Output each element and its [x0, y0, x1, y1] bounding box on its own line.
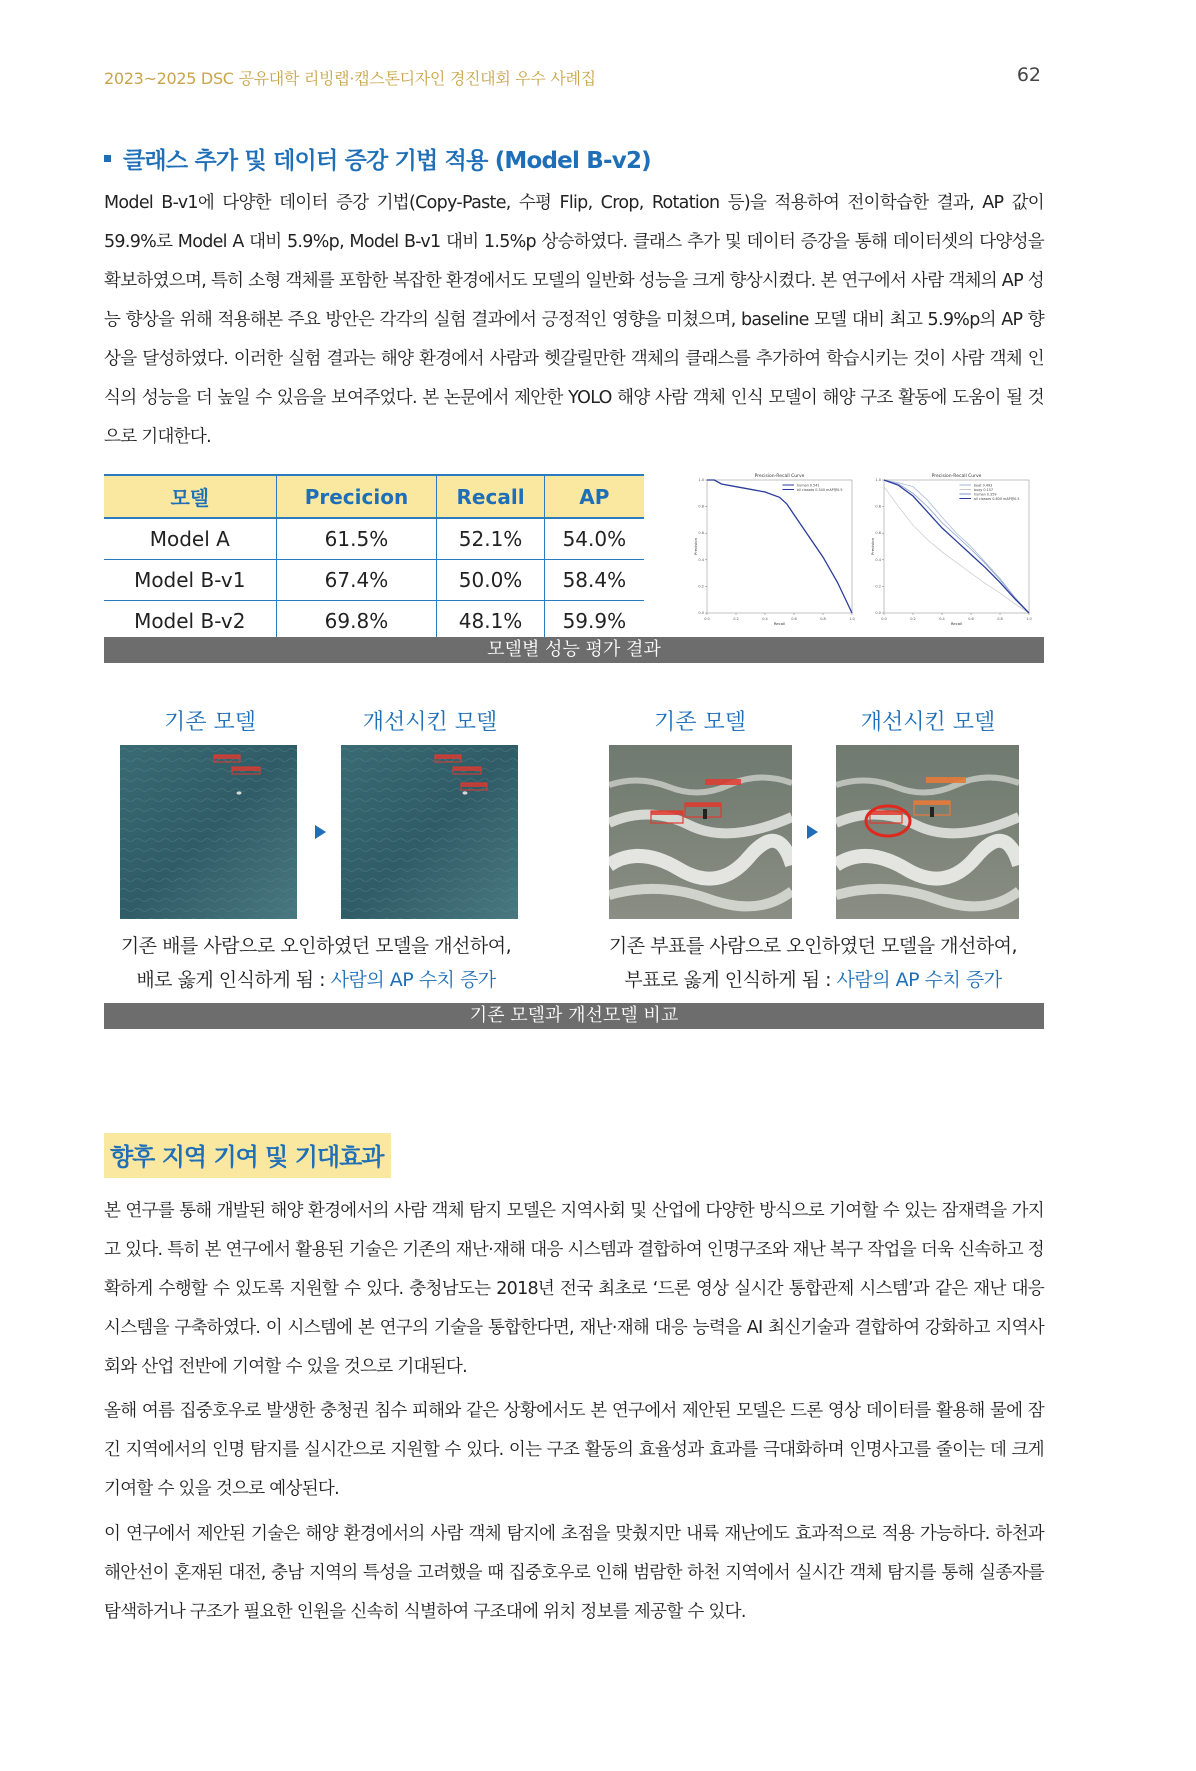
plot-area [707, 480, 852, 613]
left-before-title: 기존 모델 [163, 710, 256, 735]
table-row [104, 560, 644, 601]
aerial-sea-before-image [120, 745, 297, 919]
pr-curve-chart-1 [693, 470, 858, 631]
right-desc-line1: 기존 부표를 사람으로 오인하였던 모델을 개선하여, [608, 935, 1018, 957]
y-axis-label: Precision [870, 538, 875, 555]
left-desc-highlight: 사람의 AP 수치 증가 [330, 969, 496, 991]
comparison-caption: 기존 모델과 개선모델 비교 [104, 1003, 1044, 1029]
table-cell: Model A [104, 518, 276, 560]
table-cell: 58.4% [544, 560, 644, 601]
table-cell: 59.9% [544, 601, 644, 642]
x-tick-label: 0.2 [733, 617, 739, 621]
legend-label: buoy 0.157 [973, 487, 994, 492]
left-desc-line2-text: 배로 옳게 인식하게 됨 : [136, 969, 331, 991]
table-row [104, 518, 644, 560]
right-before-title: 기존 모델 [653, 710, 746, 735]
right-desc-highlight: 사람의 AP 수치 증가 [836, 969, 1002, 991]
pr-curve-svg-2 [870, 470, 1035, 627]
y-tick-label: 0.6 [698, 531, 704, 536]
table-cell: Model B-v2 [104, 601, 276, 642]
waves-before-image [609, 745, 792, 919]
waves-before-svg [609, 745, 792, 919]
aerial-sea-after-svg [341, 745, 518, 919]
table-header-cell: Recall [437, 475, 544, 518]
section2-title: 향후 지역 기여 및 기대효과 [104, 1133, 391, 1178]
y-axis-label: Precision [693, 538, 698, 555]
waves-after-image [836, 745, 1019, 919]
legend-label: all classes 0.600 mAP@0.5 [973, 496, 1020, 501]
arrow-right-icon [315, 825, 326, 839]
aerial-sea-before-svg [120, 745, 297, 919]
table-caption: 모델별 성능 평가 결과 [104, 637, 1044, 663]
section-title-text: 클래스 추가 및 데이터 증강 기법 적용 (Model B-v2) [123, 148, 651, 174]
section2-paragraph-3: 이 연구에서 제안된 기술은 해양 환경에서의 사람 객체 탐지에 초점을 맞췄지만 내륙 재난에도 효과적으로 적용 가능하다. 하천과 해안선이 혼재된 대전, 충남 지역의 특성을 고려했을 때 집중호우로 인해 범람한 하천 지역에서 실시간 객체 탐지를 통해 실종자를 탐색하거나 구조가 필요한 인원을 신속히 식별하여 구조대에 위치 정보를 제공할 수 있다. [104, 1524, 1044, 1622]
square-bullet-icon [104, 155, 111, 162]
table-row [104, 601, 644, 642]
waves-after-svg [836, 745, 1019, 919]
x-tick-label: 1.0 [849, 617, 855, 621]
y-tick-label: 0.0 [698, 611, 704, 615]
section-paragraph: Model B-v1에 다양한 데이터 증강 기법(Copy-Paste, 수평 Flip, Crop, Rotation 등)을 적용하여 전이학습한 결과, AP 값이 59.9%로 Model A 대비 5.9%p, Model B-v1 대비 1.5%p 상승하였다. 클래스 추가 및 데이터 증강을 통해 데이터셋의 다양성을 확보하였으며, 특히 소형 객체를 포함한 복잡한 환경에서도 모델의 일반화 성능을 크게 향상시켰다. 본 연구에서 사람 객체의 AP 성능 향상을 위해 적용해본 주요 방안은 각각의 실험 결과에서 긍정적인 영향을 미쳤으며, baseline 모델 대비 최고 5.9%p의 AP 향상을 달성하였다. 이러한 실험 결과는 해양 환경에서 사람과 헷갈릴만한 객체의 클래스를 추가하여 학습시키는 것이 사람 객체 인식의 성능을 더 높일 수 있음을 보여주었다. 본 논문에서 제안한 YOLO 해양 사람 객체 인식 모델이 해양 구조 활동에 도움이 될 것으로 기대한다. [104, 193, 1044, 447]
table-header-row [104, 475, 644, 518]
table-cell: 61.5% [276, 518, 437, 560]
table-header-cell: AP [544, 475, 644, 518]
left-desc-line1: 기존 배를 사람으로 오인하였던 모델을 개선하여, [120, 935, 512, 957]
x-axis-label: Recall [773, 621, 786, 626]
y-tick-label: 0.4 [875, 557, 881, 562]
table-cell: 52.1% [437, 518, 544, 560]
x-tick-label: 0.4 [762, 617, 768, 621]
y-tick-label: 0.2 [875, 584, 881, 589]
right-desc-line2 [563, 963, 1063, 997]
section-title [104, 142, 651, 175]
legend-label: human 0.359 [973, 492, 997, 497]
section2-paragraph-1: 본 연구를 통해 개발된 해양 환경에서의 사람 객체 탐지 모델은 지역사회 및 산업에 다양한 방식으로 기여할 수 있는 잠재력을 가지고 있다. 특히 본 연구에서 활용된 기술은 기존의 재난·재해 대응 시스템과 결합하여 인명구조와 재난 복구 작업을 더욱 신속하고 정확하게 수행할 수 있도록 지원할 수 있다. 충청남도는 2018년 전국 최초로 ‘드론 영상 실시간 통합관제 시스템’과 같은 재난 대응 시스템을 구축하였다. 이 시스템에 본 연구의 기술을 통합한다면, 재난·재해 대응 능력을 AI 최신기술과 결합하여 강화하고 지역사회와 산업 전반에 기여할 수 있을 것으로 기대된다. [104, 1201, 1044, 1377]
y-tick-label: 0.4 [698, 557, 704, 562]
x-tick-label: 0.0 [704, 617, 710, 621]
left-desc-line2 [66, 963, 566, 997]
chart-title: Precision-Recall Curve [931, 474, 982, 479]
right-after-title: 개선시킨 모델 [860, 710, 996, 735]
y-tick-label: 0.6 [875, 531, 881, 536]
right-desc-line2-text: 부표로 옳게 인식하게 됨 : [624, 969, 837, 991]
x-tick-label: 0.0 [881, 617, 887, 621]
y-tick-label: 0.8 [875, 504, 881, 509]
table-cell: 67.4% [276, 560, 437, 601]
pr-curve-svg-1 [693, 470, 858, 627]
y-tick-label: 0.0 [875, 611, 881, 615]
arrow-right-icon [807, 825, 818, 839]
aerial-sea-after-image [341, 745, 518, 919]
x-tick-label: 0.2 [910, 617, 916, 621]
running-header: 2023~2025 DSC 공유대학 리빙랩·캡스톤디자인 경진대회 우수 사례집 [104, 69, 596, 88]
table-cell: 50.0% [437, 560, 544, 601]
x-tick-label: 0.8 [997, 617, 1003, 621]
x-tick-label: 0.8 [820, 617, 826, 621]
legend-label: boat 0.493 [973, 483, 993, 488]
y-tick-label: 1.0 [698, 478, 704, 482]
left-after-title: 개선시킨 모델 [362, 710, 498, 735]
chart-title: Precision-Recall Curve [754, 474, 805, 479]
table-header-cell: 모델 [104, 475, 276, 518]
performance-table [104, 474, 644, 642]
page-number: 62 [1016, 64, 1041, 86]
y-tick-label: 1.0 [875, 478, 881, 482]
table-cell: 48.1% [437, 601, 544, 642]
x-tick-label: 0.6 [968, 617, 974, 621]
table-cell: 54.0% [544, 518, 644, 560]
y-tick-label: 0.8 [698, 504, 704, 509]
legend-label: all classes 0.540 mAP@0.5 [796, 487, 843, 492]
x-axis-label: Recall [950, 621, 963, 626]
x-tick-label: 0.4 [939, 617, 945, 621]
pr-curve-chart-2 [870, 470, 1035, 631]
table-cell: 69.8% [276, 601, 437, 642]
table-header-cell: Precicion [276, 475, 437, 518]
legend-label: human 0.541 [796, 483, 820, 488]
section2-paragraph-2: 올해 여름 집중호우로 발생한 충청권 침수 피해와 같은 상황에서도 본 연구에서 제안된 모델은 드론 영상 데이터를 활용해 물에 잠긴 지역에서의 인명 탐지를 실시간으로 지원할 수 있다. 이는 구조 활동의 효율성과 효과를 극대화하며 인명사고를 줄이는 데 크게 기여할 수 있을 것으로 예상된다. [104, 1401, 1044, 1499]
left-comparison-description [66, 929, 566, 997]
right-comparison-description [563, 929, 1063, 997]
x-tick-label: 1.0 [1026, 617, 1032, 621]
table-cell: Model B-v1 [104, 560, 276, 601]
y-tick-label: 0.2 [698, 584, 704, 589]
x-tick-label: 0.6 [791, 617, 797, 621]
